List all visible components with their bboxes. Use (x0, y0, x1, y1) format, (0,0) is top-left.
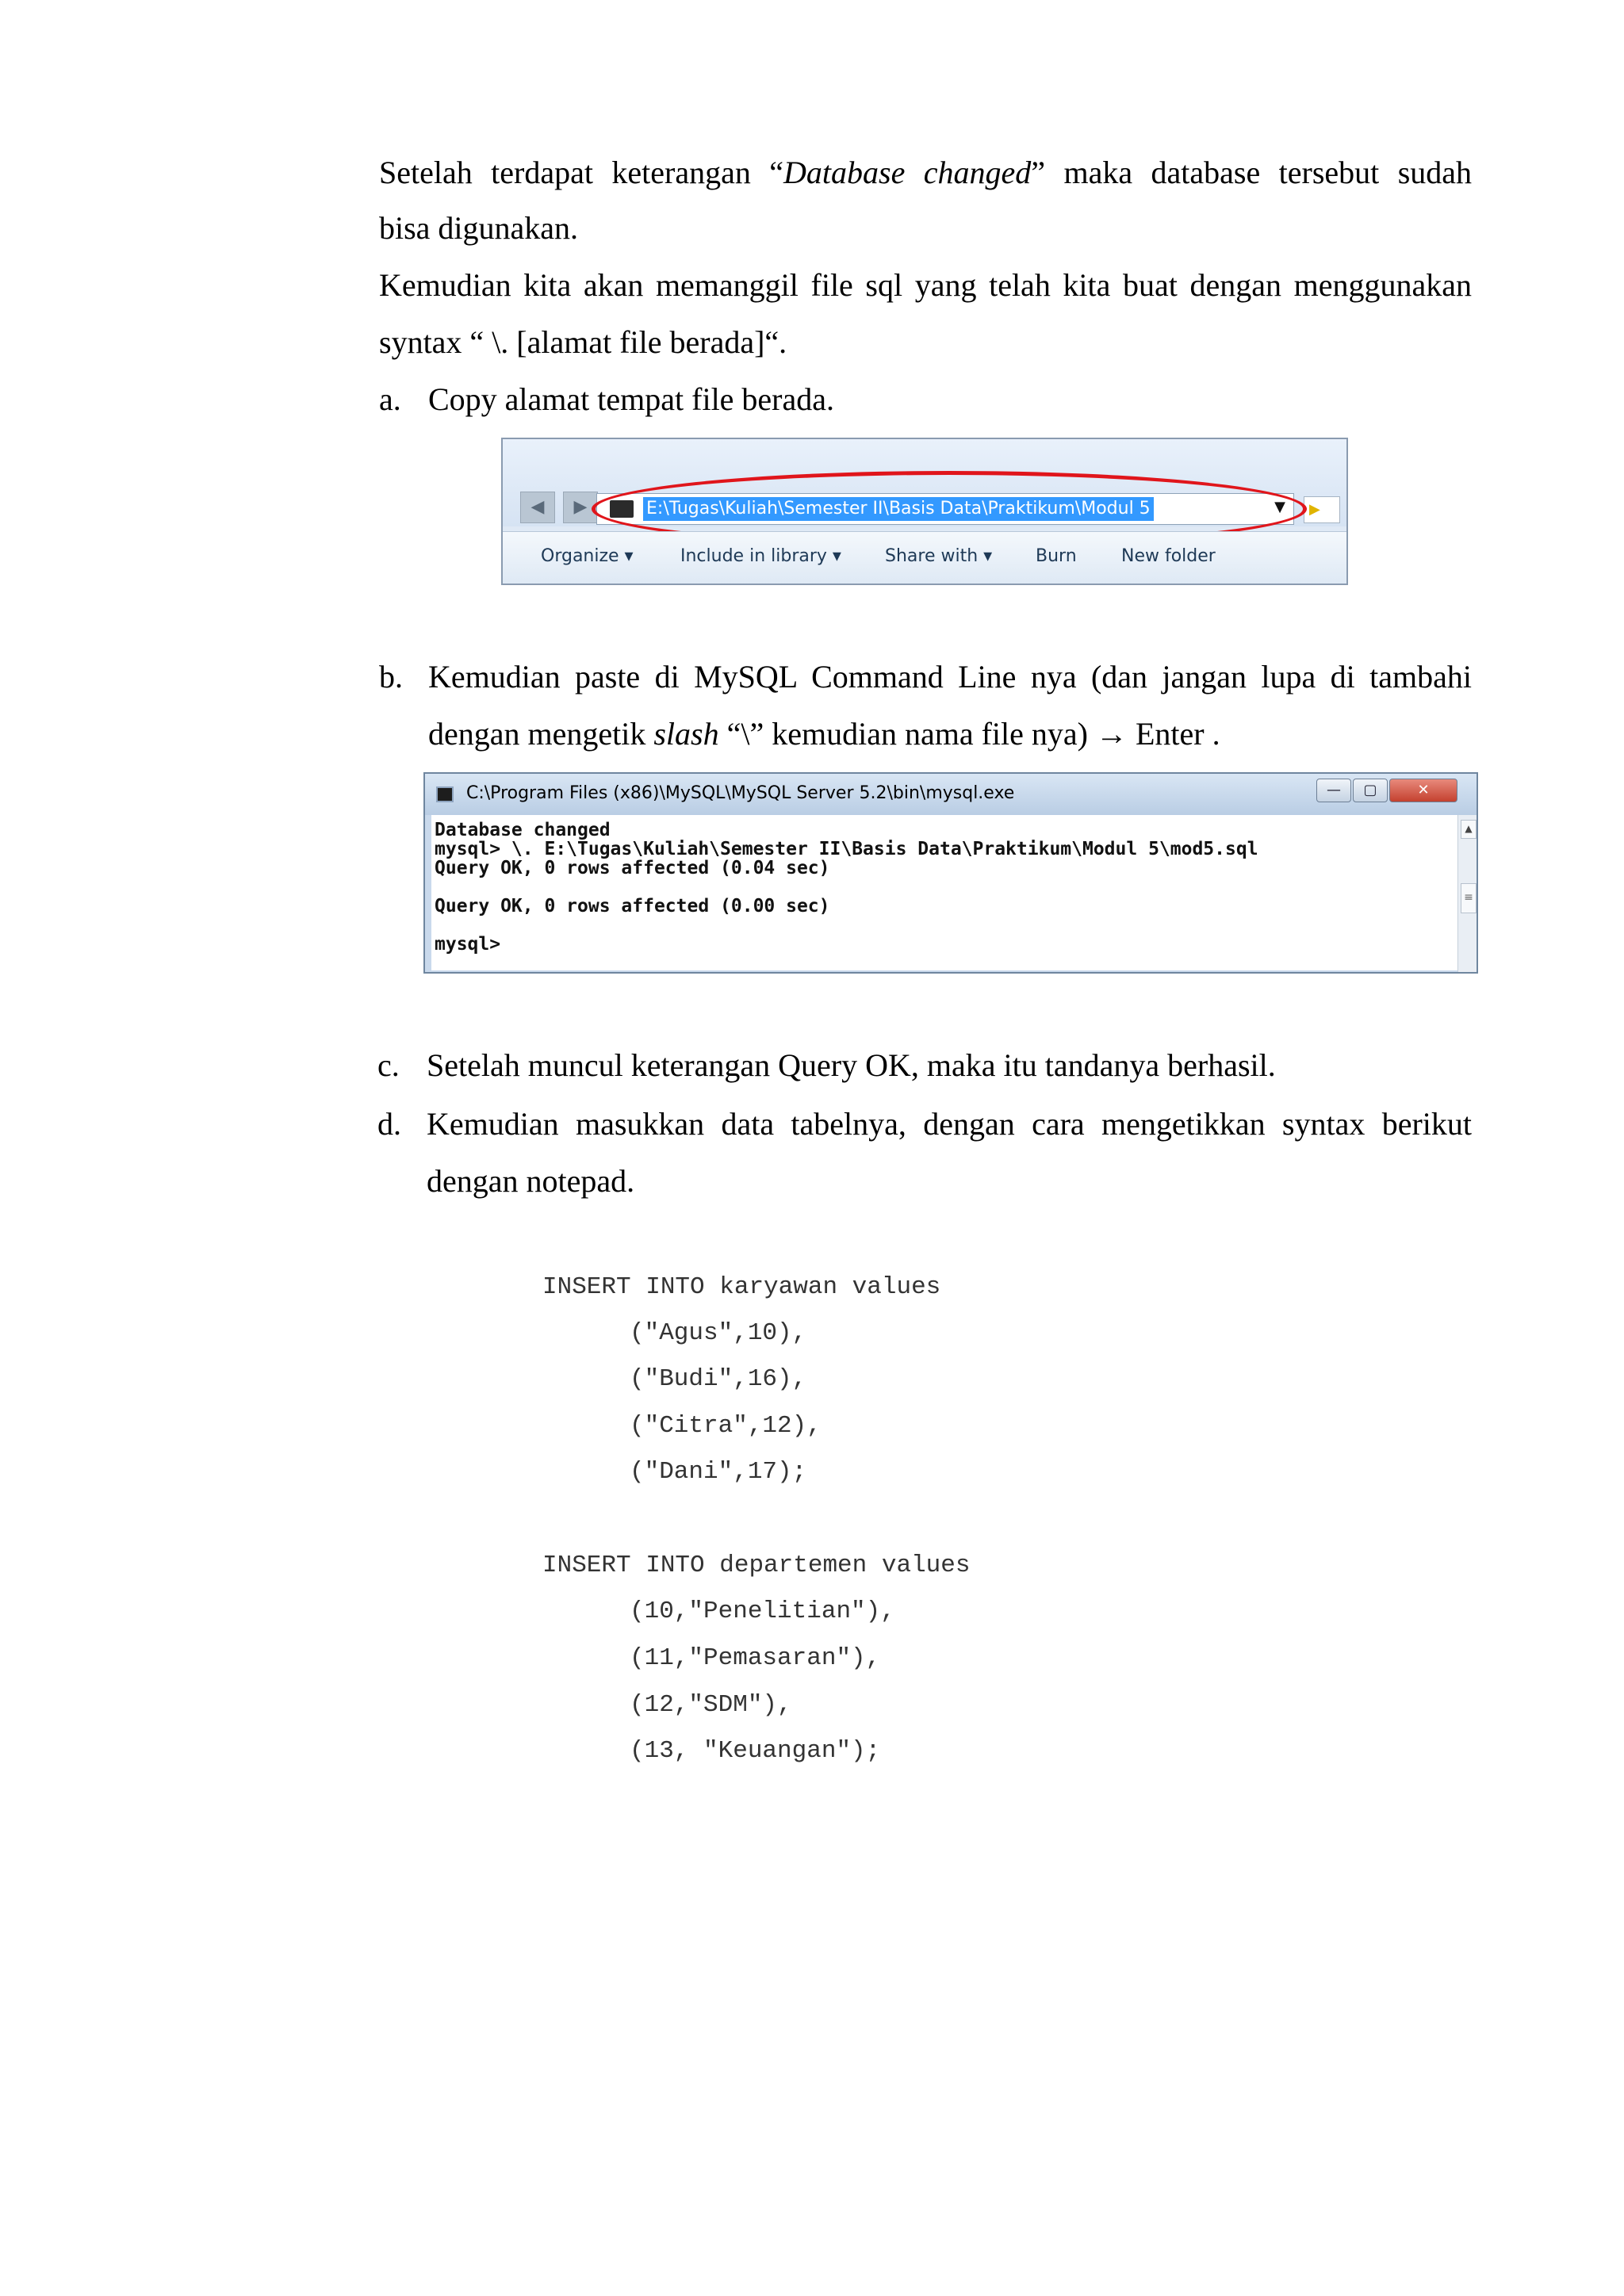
back-arrow-icon[interactable]: ◀ (520, 492, 555, 523)
console-line: Database changed (435, 820, 611, 840)
command-bar (503, 531, 1346, 585)
console-line: Query OK, 0 rows affected (0.00 sec) (435, 896, 830, 916)
list-marker: b. (379, 659, 403, 695)
intro-paragraph-line: bisa digunakan. (379, 210, 579, 246)
intro-text: Setelah terdapat keterangan “ (379, 155, 784, 190)
new-folder-button[interactable]: New folder (1121, 546, 1216, 566)
step-text: Copy alamat tempat file berada. (428, 381, 835, 417)
share-with-menu[interactable]: Share with ▾ (885, 546, 993, 566)
forward-arrow-icon[interactable]: ▶ (563, 492, 598, 523)
step-text-part: “\” kemudian nama file nya) → Enter . (718, 716, 1220, 752)
intro-paragraph-line: syntax “ \. [alamat file berada]“. (379, 324, 787, 360)
organize-menu[interactable]: Organize ▾ (541, 546, 634, 566)
window-titlebar (425, 774, 1477, 815)
console-line: mysql> \. E:\Tugas\Kuliah\Semester II\Basis Data\Praktikum\Modul 5\mod5.sql (435, 839, 1258, 859)
scroll-up-icon[interactable]: ▲ (1461, 820, 1477, 839)
step-text: Setelah muncul keterangan Query OK, maka itu tandanya berhasil. (427, 1047, 1276, 1083)
close-button[interactable]: ✕ (1389, 779, 1457, 802)
go-arrow-icon[interactable]: ▶ (1304, 496, 1340, 523)
step-text: dengan notepad. (427, 1163, 635, 1199)
intro-paragraph-line (379, 144, 1472, 201)
step-text: Kemudian paste di MySQL Command Line nya (dan jangan lupa di tambahi (428, 659, 1472, 695)
console-app-icon (436, 786, 454, 802)
scroll-thumb[interactable]: ≡ (1461, 883, 1477, 913)
list-marker: c. (377, 1047, 400, 1083)
explorer-toolbar-screenshot (501, 438, 1348, 585)
list-marker: a. (379, 381, 401, 417)
intro-paragraph-line: Kemudian kita akan memanggil file sql yang telah kita buat dengan menggunakan (379, 267, 1472, 303)
minimize-button[interactable]: — (1316, 779, 1351, 802)
code-line: ("Citra",12), (630, 1412, 822, 1440)
code-line: ("Agus",10), (630, 1319, 807, 1347)
chevron-down-icon[interactable]: ▼ (1274, 499, 1285, 515)
code-line: (10,"Penelitian"), (630, 1598, 895, 1625)
console-output (431, 815, 1457, 970)
step-text: Kemudian masukkan data tabelnya, dengan cara mengetikkan syntax berikut (427, 1106, 1472, 1142)
code-line: INSERT INTO karyawan values (542, 1273, 941, 1301)
navigation-row (503, 439, 1346, 526)
console-line: Query OK, 0 rows affected (0.04 sec) (435, 858, 830, 878)
code-line: (11,"Pemasaran"), (630, 1644, 881, 1672)
burn-button[interactable]: Burn (1036, 546, 1077, 566)
maximize-button[interactable]: ▢ (1353, 779, 1388, 802)
list-marker: d. (377, 1106, 401, 1142)
step-text (428, 706, 1472, 763)
include-in-library-menu[interactable]: Include in library ▾ (680, 546, 841, 566)
mysql-console-screenshot (423, 772, 1478, 974)
address-path[interactable]: E:\Tugas\Kuliah\Semester II\Basis Data\Praktikum\Modul 5 (643, 497, 1154, 521)
code-line: ("Budi",16), (630, 1365, 807, 1393)
window-title: C:\Program Files (x86)\MySQL\MySQL Server 5.2\bin\mysql.exe (466, 783, 1015, 803)
code-line: (12,"SDM"), (630, 1691, 792, 1719)
code-line: (13, "Keuangan"); (630, 1737, 881, 1765)
intro-emphasis: Database changed (783, 155, 1032, 190)
console-line: mysql> (435, 934, 501, 955)
code-line: ("Dani",17); (630, 1458, 807, 1486)
console-scrollbar[interactable] (1457, 815, 1478, 974)
step-emphasis: slash (653, 716, 719, 752)
intro-text: ” maka database tersebut sudah (1031, 155, 1473, 190)
code-line: INSERT INTO departemen values (542, 1552, 971, 1579)
step-text-part: dengan mengetik (428, 716, 654, 752)
